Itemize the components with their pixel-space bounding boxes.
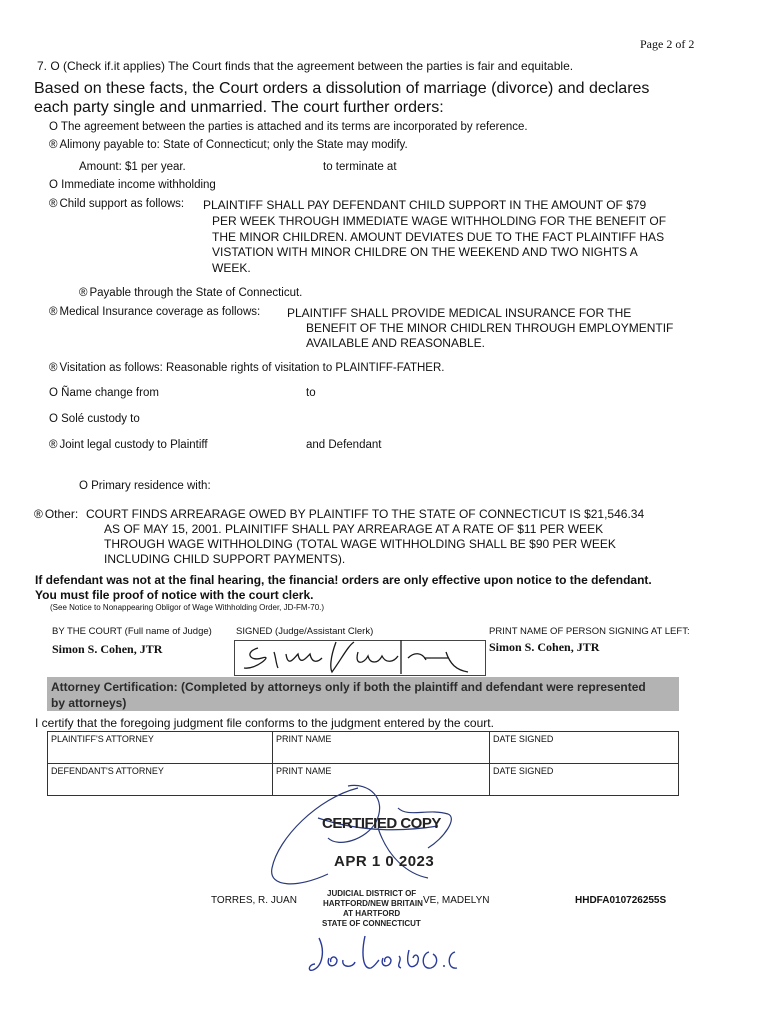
other-label: ® Other: [34, 507, 79, 521]
other-line-1: COURT FINDS ARREARAGE OWED BY PLAINTIFF TO THE STATE OF CONNECTICUT IS $21,546.34 [86, 507, 645, 521]
stamp-certified-copy: CERTIFIED COPY [322, 815, 441, 832]
signed-label: SIGNED (Judge/Assistant Clerk) [236, 626, 374, 637]
sole-custody-order: O Solé custody to [49, 413, 140, 425]
medical-line-2: BENEFIT OF THE MINOR CHIDLREN THROUGH EMPLOYMENTIF [306, 321, 674, 335]
defendant-print-name-cell[interactable]: PRINT NAME [273, 764, 490, 796]
plaintiff-print-name-cell[interactable]: PRINT NAME [273, 732, 490, 764]
table-row [48, 732, 679, 764]
checked-mark-icon: ® [49, 439, 58, 451]
footer-plaintiff-name: TORRES, R. JUAN [211, 895, 297, 906]
other-line-4: INCLUDING CHILD SUPPORT PAYMENTS). [104, 552, 346, 566]
alimony-order [49, 139, 408, 151]
child-support-line-4: VISTATION WITH MINOR CHILDRE ON THE WEEKEND AND TWO NIGHTS A [212, 245, 638, 259]
payable-order: ® Payable through the State of Connecticut. [79, 287, 303, 299]
medical-label: ® Medical Insurance coverage as follows: [49, 306, 261, 318]
checked-mark-icon: ® [49, 362, 58, 374]
judge-signature [236, 628, 486, 678]
stamp-district-4: STATE OF CONNECTICUT [322, 919, 421, 928]
checked-mark-icon: ® [79, 287, 88, 299]
checked-mark-icon: ® [49, 139, 58, 151]
stamp-district-3: AT HARTFORD [343, 909, 401, 918]
checked-mark-icon: ® [34, 507, 43, 521]
stamp-district-1: JUDICIAL DISTRICT OF [327, 889, 417, 898]
child-support-line-5: WEEK. [212, 261, 251, 275]
other-line-2: AS OF MAY 15, 2001. PLAINITIFF SHALL PAY ARREARAGE AT A RATE OF $11 PER WEEK [104, 522, 604, 536]
notice-small: (See Notice to Nonappearing Obligor of Wage Withholding Order, JD-FM-70.) [50, 603, 325, 612]
clerk-signature [305, 930, 465, 980]
alimony-text: Alimony payable to: State of Connecticut; only the State may modify. [59, 139, 408, 151]
docket-code: HHDFA010726255S [575, 895, 667, 906]
name-change-to: to [306, 387, 316, 399]
alimony-amount: Amount: $1 per year. [79, 161, 186, 173]
print-name-label: PRINT NAME OF PERSON SIGNING AT LEFT: [489, 626, 690, 637]
stamp-district-2: HARTFORD/NEW BRITAIN [323, 899, 423, 908]
certify-line: I certify that the foregoing judgment file conforms to the judgment entered by the court. [35, 716, 494, 730]
footer-defendant-name: VE, MADELYN [423, 895, 490, 906]
stamp-date: APR 1 0 2023 [334, 853, 435, 870]
plaintiff-attorney-cell[interactable]: PLAINTIFF'S ATTORNEY [48, 732, 273, 764]
by-court-label: BY THE COURT (Full name of Judge) [52, 626, 212, 637]
visitation-order: ® Visitation as follows: Reasonable rights of visitation to PLAINTIFF-FATHER. [49, 362, 445, 374]
primary-residence-order: O Primary residence with: [79, 480, 211, 492]
income-withholding-order: O Immediate income withholding [49, 179, 216, 191]
child-support-label: ® Child support as follows: [49, 198, 185, 210]
finding-item-7: 7. O (Check if.it applies) The Court finds that the agreement between the parties is fair and equitable. [37, 59, 574, 73]
checked-mark-icon: ® [49, 306, 58, 318]
judge-name-print: Simon S. Cohen, JTR [489, 640, 600, 654]
joint-custody-order: ® Joint legal custody to Plaintiff [49, 439, 208, 451]
orders-intro-line-2: each party single and unmarried. The court further orders: [34, 99, 444, 116]
agreement-order: O The agreement between the parties is attached and its terms are incorporated by reference. [49, 121, 528, 133]
child-support-line-2: PER WEEK THROUGH IMMEDIATE WAGE WITHHOLDING FOR THE BENEFIT OF [212, 214, 667, 228]
name-change-order: O Ñame change from [49, 387, 159, 399]
checked-mark-icon: ® [49, 198, 58, 210]
alimony-terminate: to terminate at [323, 161, 397, 173]
child-support-line-1: PLAINTIFF SHALL PAY DEFENDANT CHILD SUPPORT IN THE AMOUNT OF $79 [203, 198, 647, 212]
orders-intro-line-1: Based on these facts, the Court orders a dissolution of marriage (divorce) and declares [34, 80, 650, 97]
medical-line-1: PLAINTIFF SHALL PROVIDE MEDICAL INSURANCE FOR THE [287, 306, 632, 320]
attorney-cert-line-2: by attorneys) [51, 696, 127, 710]
defendant-attorney-cell[interactable]: DEFENDANT'S ATTORNEY [48, 764, 273, 796]
defendant-date-signed-cell[interactable]: DATE SIGNED [490, 764, 679, 796]
joint-custody-defendant: and Defendant [306, 439, 382, 451]
notice-bold-2: You must file proof of notice with the court clerk. [35, 588, 314, 602]
judge-name: Simon S. Cohen, JTR [52, 642, 163, 656]
child-support-line-3: THE MINOR CHILDREN. AMOUNT DEVIATES DUE TO THE FACT PLAINTIFF HAS [212, 230, 665, 244]
other-line-3: THROUGH WAGE WITHHOLDING (TOTAL WAGE WITHHOLDING SHALL BE $90 PER WEEK [104, 537, 616, 551]
notice-bold-1: If defendant was not at the final hearing, the financia! orders are only effective upon notice to the defendant. [35, 573, 652, 587]
page-number: Page 2 of 2 [640, 37, 695, 51]
attorney-cert-line-1: Attorney Certification: (Completed by attorneys only if both the plaintiff and defendant were represented [51, 680, 646, 694]
plaintiff-date-signed-cell[interactable]: DATE SIGNED [490, 732, 679, 764]
clerk-scribble-signature [258, 778, 468, 898]
medical-line-3: AVAILABLE AND REASONABLE. [306, 336, 485, 350]
